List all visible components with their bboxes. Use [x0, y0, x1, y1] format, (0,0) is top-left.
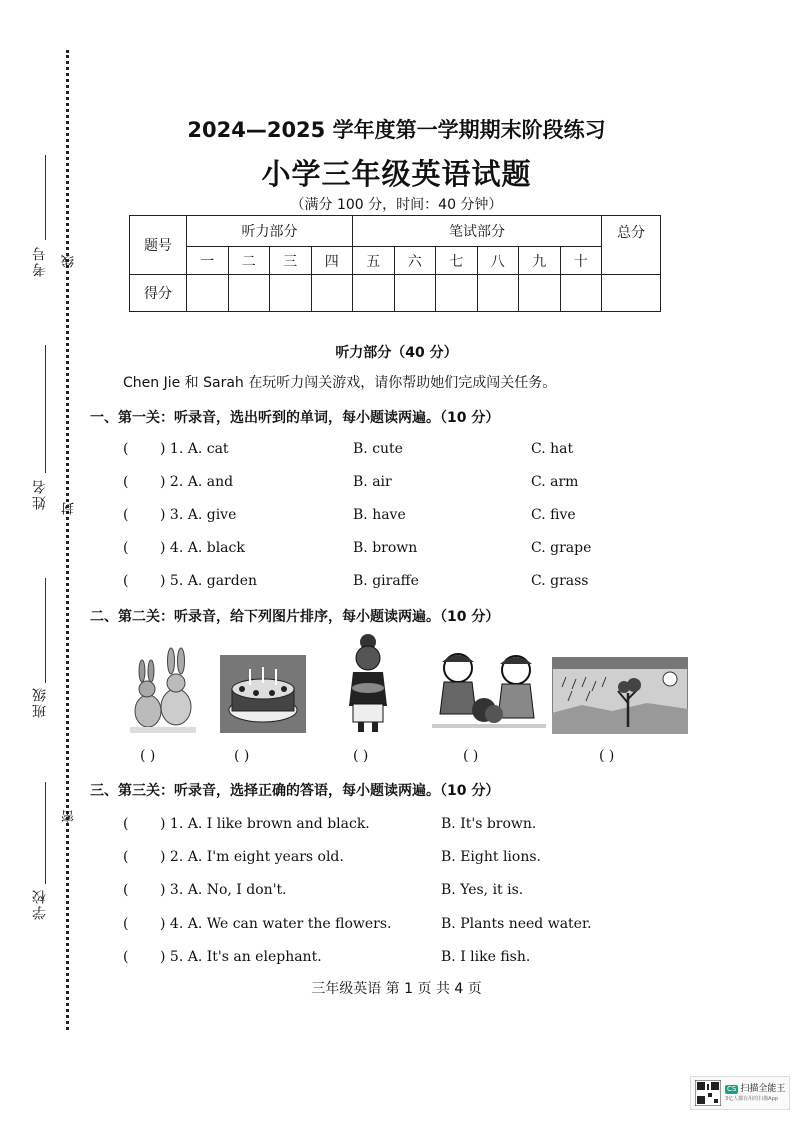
answer-paren-open[interactable]: ( — [123, 816, 129, 832]
option-a: ) 1. A. cat — [160, 441, 229, 457]
picture-order-blank[interactable]: ( ) — [353, 748, 369, 764]
listening-part-header: 听力部分 — [187, 216, 353, 247]
option-c: C. arm — [531, 474, 579, 490]
score-cell[interactable] — [436, 275, 478, 312]
option-a: ) 4. A. black — [160, 540, 245, 556]
option-c: C. grape — [531, 540, 592, 556]
option-a: ) 3. A. No, I don't. — [160, 882, 287, 898]
question-number-label: 题号 — [130, 216, 187, 275]
qr-code-icon — [695, 1080, 721, 1106]
listening-intro: Chen Jie 和 Sarah 在玩听力闯关游戏，请你帮助她们完成闯关任务。 — [123, 375, 557, 391]
score-cell[interactable] — [394, 275, 436, 312]
option-c: C. hat — [531, 441, 574, 457]
answer-paren-open[interactable]: ( — [123, 507, 129, 523]
answer-paren-open[interactable]: ( — [123, 882, 129, 898]
total-score-cell[interactable] — [602, 275, 661, 312]
children-picture — [432, 648, 546, 728]
scanner-name: 扫描全能王 — [740, 1083, 786, 1094]
option-a: ) 5. A. garden — [160, 573, 257, 589]
col-8: 八 — [477, 247, 519, 275]
margin-label-school: 学校 — [32, 888, 48, 920]
margin-mark-seal: 封 — [62, 502, 77, 515]
option-a: ) 5. A. It's an elephant. — [160, 949, 322, 965]
answer-paren-open[interactable]: ( — [123, 474, 129, 490]
answer-paren-open[interactable]: ( — [123, 540, 129, 556]
exam-subtitle: 小学三年级英语试题 — [261, 157, 532, 191]
score-cell[interactable] — [311, 275, 353, 312]
picture-order-blank[interactable]: ( ) — [234, 748, 250, 764]
col-1: 一 — [187, 247, 229, 275]
score-cell[interactable] — [560, 275, 602, 312]
option-b: B. Plants need water. — [441, 916, 592, 932]
answer-paren-open[interactable]: ( — [123, 849, 129, 865]
rabbits-picture — [130, 643, 196, 733]
option-a: ) 4. A. We can water the flowers. — [160, 916, 392, 932]
col-4: 四 — [311, 247, 353, 275]
picture-order-blank[interactable]: ( ) — [140, 748, 156, 764]
part2-heading: 二、第二关：听录音，给下列图片排序，每小题读两遍。（10 分） — [90, 609, 500, 625]
cake-picture — [220, 655, 306, 733]
option-a: ) 3. A. give — [160, 507, 237, 523]
page-footer: 三年级英语 第 1 页 共 4 页 — [311, 981, 482, 997]
part3-heading: 三、第三关：听录音，选择正确的答语，每小题读两遍。（10 分） — [90, 783, 500, 799]
score-cell[interactable] — [353, 275, 395, 312]
scanner-badge-icon: CS — [727, 1084, 737, 1093]
option-c: C. five — [531, 507, 576, 523]
score-cell[interactable] — [187, 275, 229, 312]
answer-paren-open[interactable]: ( — [123, 573, 129, 589]
col-2: 二 — [228, 247, 270, 275]
school-blank — [45, 782, 46, 884]
exam-info: （满分 100 分，时间：40 分钟） — [290, 197, 503, 213]
col-5: 五 — [353, 247, 395, 275]
score-row-label: 得分 — [130, 275, 187, 312]
writing-part-header: 笔试部分 — [353, 216, 602, 247]
margin-label-class: 班级 — [32, 686, 48, 718]
option-b: B. Eight lions. — [441, 849, 541, 865]
scanner-watermark — [690, 1076, 790, 1110]
col-9: 九 — [519, 247, 561, 275]
option-a: ) 1. A. I like brown and black. — [160, 816, 370, 832]
scanner-tagline: 3亿人都在用的扫描App — [725, 1095, 778, 1102]
margin-mark-secret: 密 — [62, 810, 77, 823]
class-blank — [45, 578, 46, 683]
option-b: B. brown — [353, 540, 418, 556]
col-7: 七 — [436, 247, 478, 275]
option-c: C. grass — [531, 573, 589, 589]
name-blank — [45, 345, 46, 473]
picture-order-blank[interactable]: ( ) — [463, 748, 479, 764]
option-b: B. I like fish. — [441, 949, 531, 965]
col-3: 三 — [270, 247, 312, 275]
margin-label-exam-number: 考号 — [32, 245, 48, 277]
option-b: B. It's brown. — [441, 816, 537, 832]
rain-tree-picture — [552, 657, 688, 734]
score-cell[interactable] — [477, 275, 519, 312]
option-b: B. Yes, it is. — [441, 882, 524, 898]
option-b: B. air — [353, 474, 392, 490]
margin-mark-line: 线 — [62, 255, 77, 268]
grandma-picture — [343, 632, 393, 736]
answer-paren-open[interactable]: ( — [123, 441, 129, 457]
col-6: 六 — [394, 247, 436, 275]
exam-title: 2024—2025 学年度第一学期期末阶段练习 — [187, 118, 606, 142]
score-table — [129, 215, 661, 312]
picture-order-blank[interactable]: ( ) — [599, 748, 615, 764]
option-a: ) 2. A. and — [160, 474, 234, 490]
score-cell[interactable] — [519, 275, 561, 312]
score-cell[interactable] — [228, 275, 270, 312]
option-b: B. have — [353, 507, 406, 523]
answer-paren-open[interactable]: ( — [123, 949, 129, 965]
total-score-header: 总分 — [602, 216, 661, 275]
listening-section-title: 听力部分（40 分） — [335, 345, 458, 361]
answer-paren-open[interactable]: ( — [123, 916, 129, 932]
margin-label-name: 姓名 — [32, 478, 48, 510]
option-a: ) 2. A. I'm eight years old. — [160, 849, 344, 865]
score-cell[interactable] — [270, 275, 312, 312]
option-b: B. giraffe — [353, 573, 419, 589]
part1-heading: 一、第一关：听录音，选出听到的单词，每小题读两遍。（10 分） — [90, 410, 500, 426]
option-b: B. cute — [353, 441, 403, 457]
col-10: 十 — [560, 247, 602, 275]
